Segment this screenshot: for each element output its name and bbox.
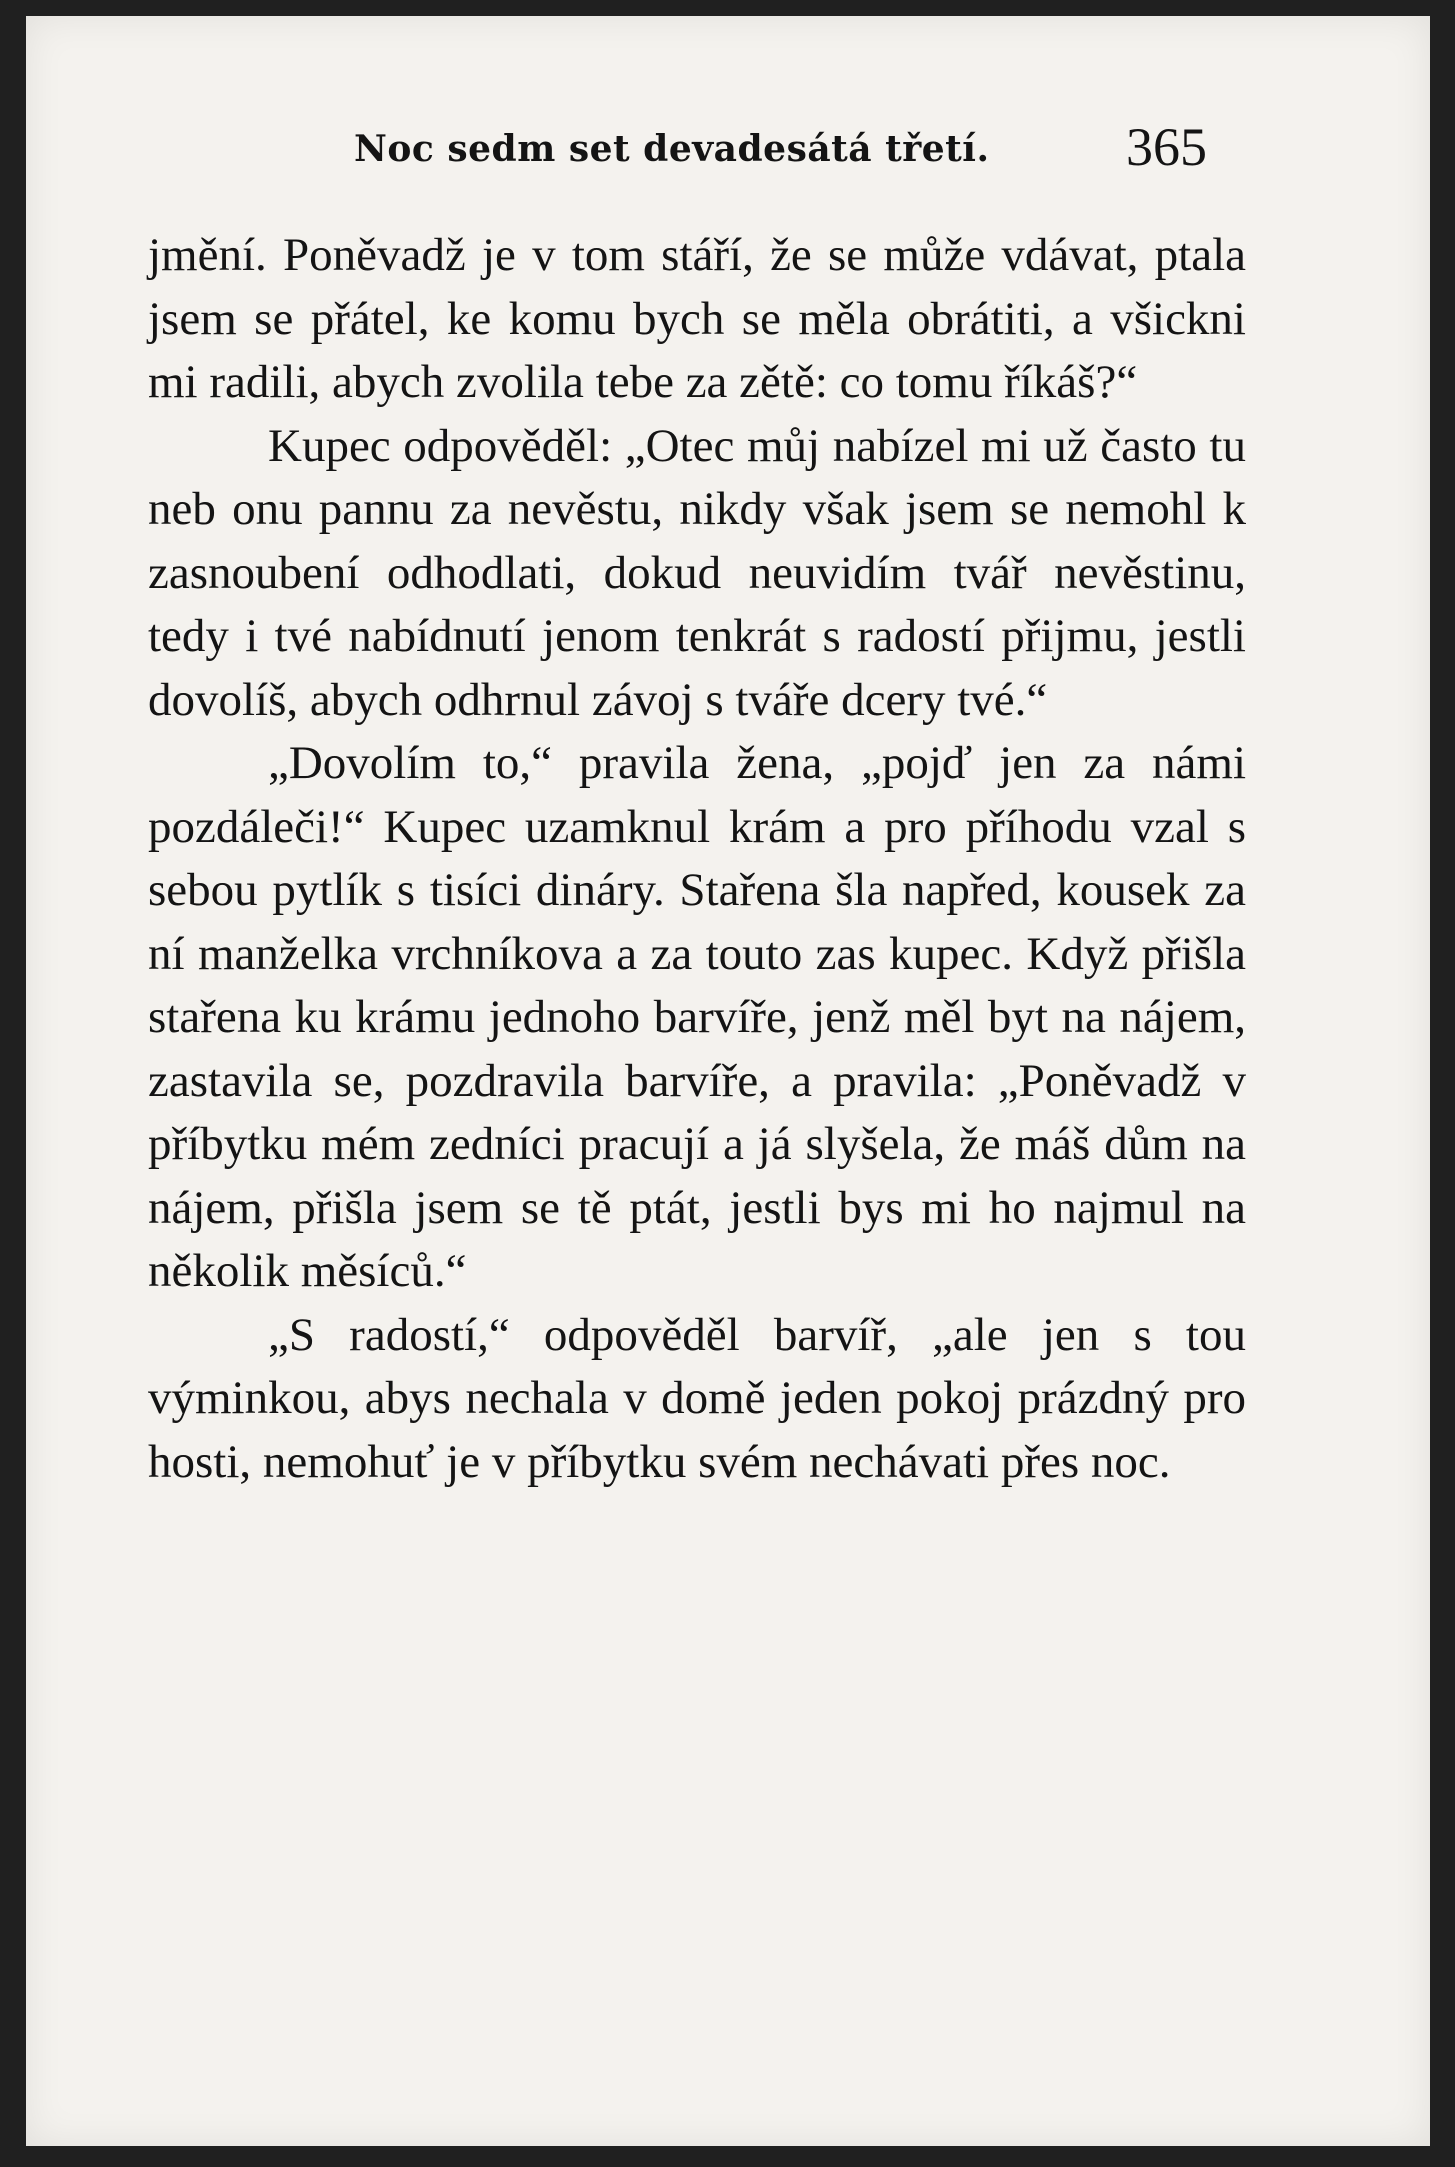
paragraph: „Dovolím to,“ pravila žena, „pojď jen za námi pozdáleči!“ Kupec uzamknul krám a pro příhodu vzal s sebou pytlík s tisíci dináry. Stařena šla napřed, kousek za ní manželka vrchníkova a za touto zas kupec. Když přišla stařena ku krámu jednoho barvíře, jenž měl byt na nájem, zastavila se, pozdravila barvíře, a pravila: „Poněvadž v příbytku mém zedníci pracují a já slyšela, že máš dům na nájem, přišla jsem se tě ptát, jestli bys mi ho najmul na několik měsíců.“	[148, 737, 1246, 1297]
page-number: 365	[1126, 117, 1207, 177]
paragraph: Kupec odpověděl: „Otec můj nabízel mi už často tu neb onu pannu za nevěstu, nikdy však jsem se nemohl k zasnoubení odhodlati, dokud neuvidím tvář nevěstinu, tedy i tvé nabídnutí jenom tenkrát s radostí přijmu, jestli dovolíš, abych odhrnul závoj s tváře dcery tvé.“	[148, 419, 1246, 726]
book-page	[26, 16, 1430, 2146]
paragraph: „S radostí,“ odpověděl barvíř, „ale jen s tou výminkou, abys nechala v domě jeden pokoj prázdný pro hosti, nemohuť je v příbytku svém nechávati přes noc.	[148, 1308, 1246, 1488]
paragraph-continuation: jmění. Poněvadž je v tom stáří, že se může vdávat, ptala jsem se přátel, ke komu bych se měla obrátiti, a všickni mi radili, abych zvolila tebe za zětě: co tomu říkáš?“	[148, 229, 1246, 408]
running-title: Noc sedm set devadesátá třetí.	[354, 128, 990, 170]
body-text	[148, 224, 1246, 1494]
page-header	[26, 116, 1430, 196]
